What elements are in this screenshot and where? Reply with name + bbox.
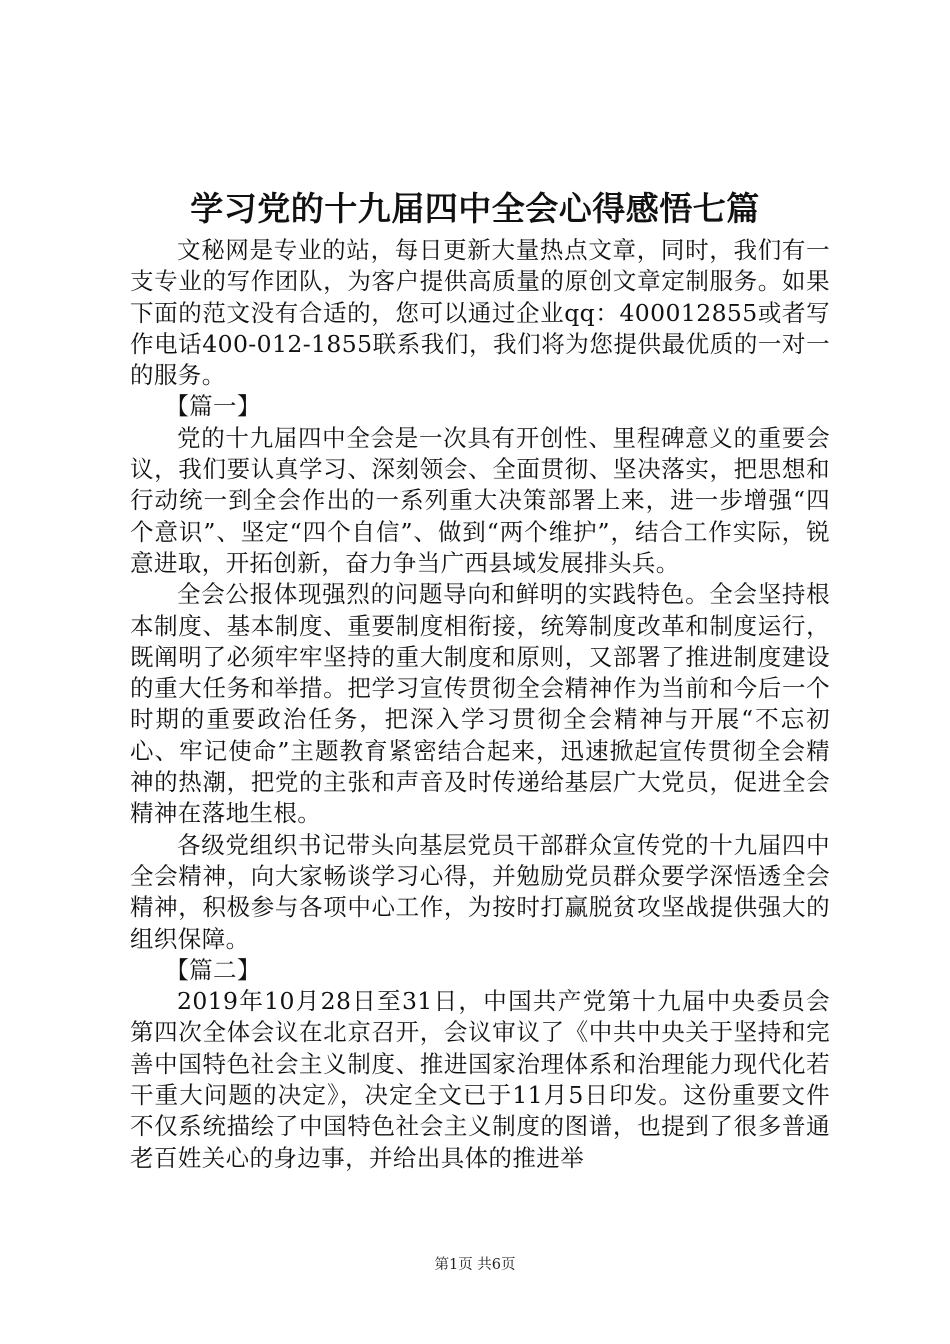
section-heading-1: 【篇一】: [165, 392, 261, 421]
section1-paragraph-1: 党的十九届四中全会是一次具有开创性、里程碑意义的重要会议，我们要认真学习、深刻领会、全面贯彻、坚决落实，把思想和行动统一到全会作出的一系列重大决策部署上来，进一步增强“四个意识”、坚定“四个自信”、做到“两个维护”，结合工作实际，锐意进取，开拓创新，奋力争当广西县域发展排头兵。: [130, 423, 830, 577]
page-footer: 第1页 共6页: [434, 1257, 516, 1273]
document-body: [130, 235, 830, 1174]
document-title: 学习党的十九届四中全会心得感悟七篇: [190, 189, 760, 228]
section1-paragraph-2: 全会公报体现强烈的问题导向和鲜明的实践特色。全会坚持根本制度、基本制度、重要制度相衔接，统筹制度改革和制度运行，既阐明了必须牢牢坚持的重大制度和原则，又部署了推进制度建设的重大任务和举措。把学习宣传贯彻全会精神作为当前和今后一个时期的重要政治任务，把深入学习贯彻全会精神与开展“不忘初心、牢记使命”主题教育紧密结合起来，迅速掀起宣传贯彻全会精神的热潮，把党的主张和声音及时传递给基层广大党员，促进全会精神在落地生根。: [130, 580, 830, 828]
section1-paragraph-3: 各级党组织书记带头向基层党员干部群众宣传党的十九届四中全会精神，向大家畅谈学习心得，并勉励党员群众要学深悟透全会精神，积极参与各项中心工作，为按时打赢脱贫攻坚战提供强大的组织保障。: [130, 830, 830, 953]
intro-paragraph: 文秘网是专业的站，每日更新大量热点文章，同时，我们有一支专业的写作团队，为客户提供高质量的原创文章定制服务。如果下面的范文没有合适的，您可以通过企业qq：400012855或者写作电话400-012-1855联系我们，我们将为您提供最优质的一对一的服务。: [130, 236, 830, 390]
section-heading-2: 【篇二】: [165, 955, 261, 984]
section2-paragraph-1: 2019年10月28日至31日，中国共产党第十九届中央委员会第四次全体会议在北京召开，会议审议了《中共中央关于坚持和完善中国特色社会主义制度、推进国家治理体系和治理能力现代化若干重大问题的决定》，决定全文已于11月5日印发。这份重要文件不仅系统描绘了中国特色社会主义制度的图谱，也提到了很多普通老百姓关心的身边事，并给出具体的推进举: [130, 987, 830, 1172]
